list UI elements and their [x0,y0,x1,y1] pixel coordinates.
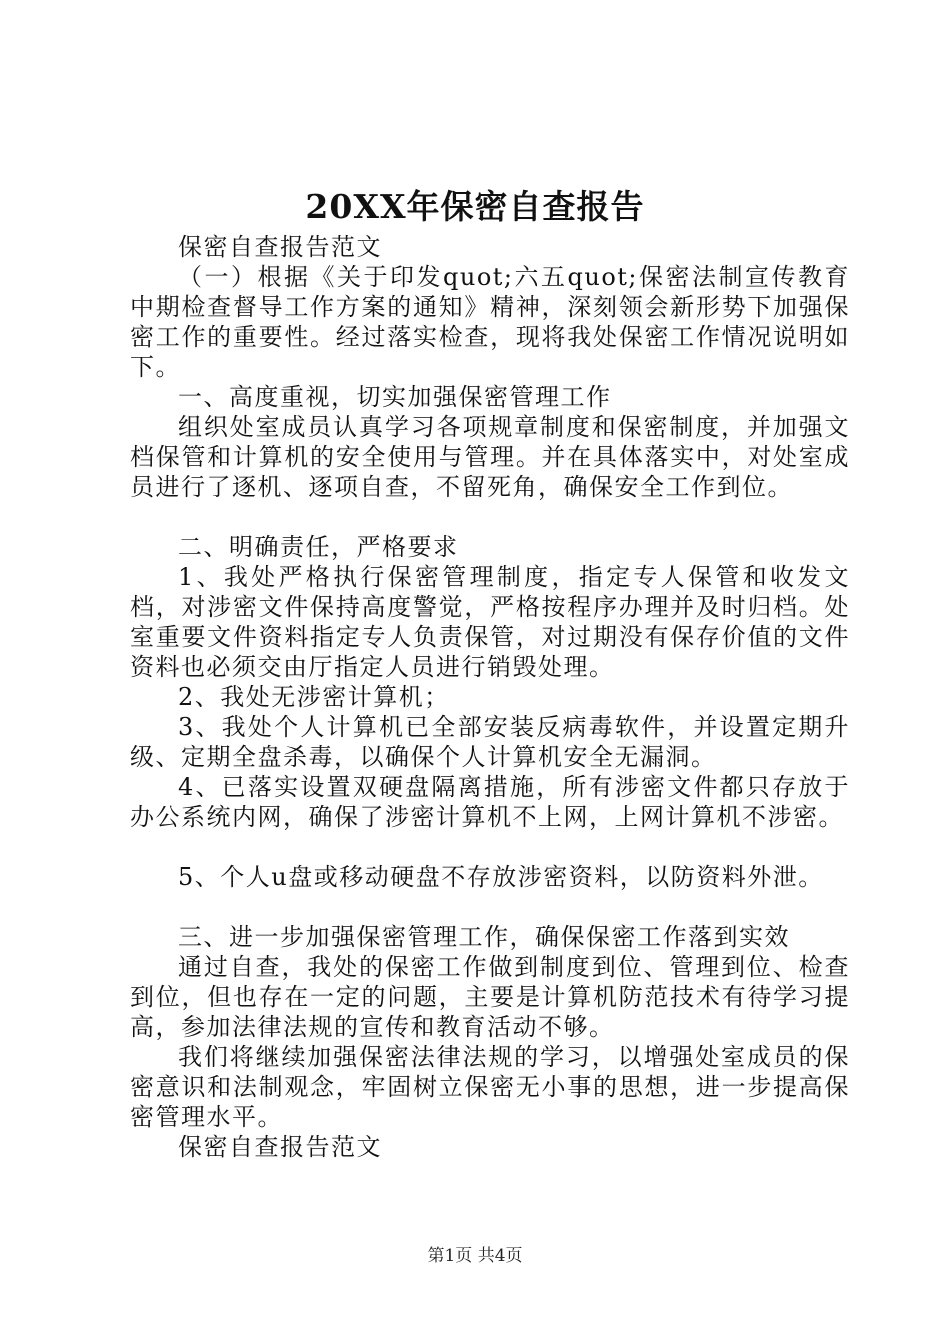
section-heading-3: 三、进一步加强保密管理工作，确保保密工作落到实效 [178,923,790,951]
paragraph-section-3: 通过自查，我处的保密工作做到制度到位、管理到位、检查到位，但也存在一定的问题，主要是计算机防范技术有待学习提高，参加法律法规的宣传和教育活动不够。 [130,953,850,1041]
document-title: 20XX年保密自查报告 [305,187,645,226]
paragraph-section-1: 组织处室成员认真学习各项规章制度和保密制度，并加强文档保管和计算机的安全使用与管理。并在具体落实中，对处室成员进行了逐机、逐项自查，不留死角，确保安全工作到位。 [130,413,850,501]
section-heading-2: 二、明确责任，严格要求 [178,533,459,561]
paragraph-item-1: 1、我处严格执行保密管理制度，指定专人保管和收发文档，对涉密文件保持高度警觉，严格按程序办理并及时归档。处室重要文件资料指定专人负责保管，对过期没有保存价值的文件资料也必须交由厅指定人员进行销毁处理。 [130,563,850,681]
paragraph-item-5: 5、个人u盘或移动硬盘不存放涉密资料，以防资料外泄。 [178,863,824,891]
paragraph-subtitle: 保密自查报告范文 [178,233,382,261]
section-heading-1: 一、高度重视，切实加强保密管理工作 [178,383,612,411]
page-footer: 第1页 共4页 [427,1246,523,1266]
paragraph-conclusion: 我们将继续加强保密法律法规的学习，以增强处室成员的保密意识和法制观念，牢固树立保密无小事的思想，进一步提高保密管理水平。 [130,1043,850,1131]
paragraph-item-3: 3、我处个人计算机已全部安装反病毒软件，并设置定期升级、定期全盘杀毒，以确保个人计算机安全无漏洞。 [130,713,850,771]
paragraph-intro: （一）根据《关于印发quot;六五quot;保密法制宣传教育中期检查督导工作方案的通知》精神，深刻领会新形势下加强保密工作的重要性。经过落实检查，现将我处保密工作情况说明如下。 [130,263,850,381]
paragraph-item-4: 4、已落实设置双硬盘隔离措施，所有涉密文件都只存放于办公系统内网，确保了涉密计算机不上网，上网计算机不涉密。 [130,773,850,831]
paragraph-closing-subtitle: 保密自查报告范文 [178,1133,382,1161]
paragraph-item-2: 2、我处无涉密计算机； [178,683,450,711]
document-body [130,232,850,1162]
